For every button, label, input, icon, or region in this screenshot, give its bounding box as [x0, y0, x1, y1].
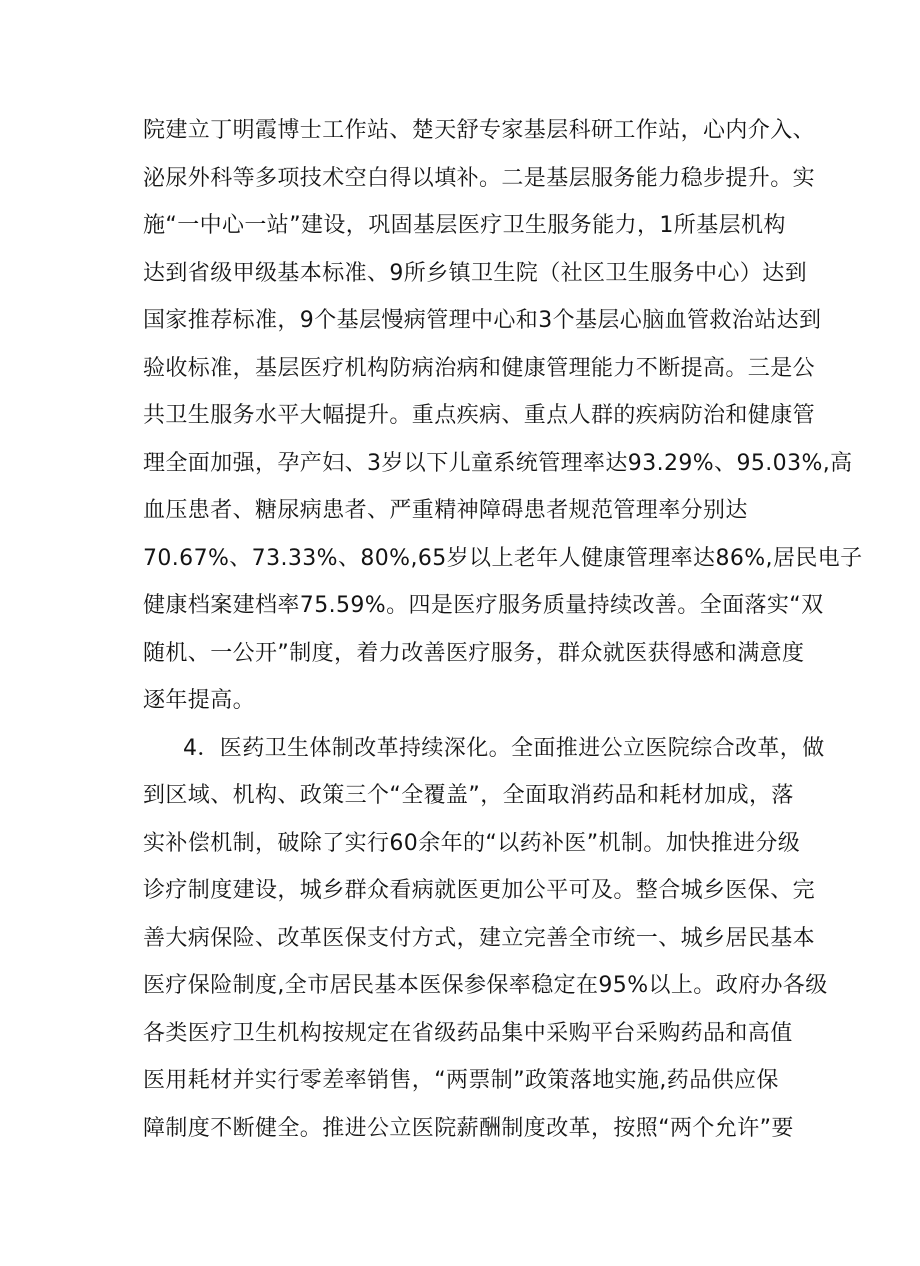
text-line: 到区域、机构、政策三个“全覆盖”，全面取消药品和耗材加成，落: [143, 783, 794, 808]
text-line-first: 4．医药卫生体制改革持续深化。全面推进公立医院综合改革，做: [183, 735, 825, 761]
text-line: 泌尿外科等多项技术空白得以填补。二是基层服务能力稳步提升。实: [143, 165, 816, 191]
text-line: 理全面加强，孕产妇、3岁以下儿童系统管理率达93.29%、95.03%,高: [143, 450, 853, 476]
text-line: 健康档案建档率75.59%。四是医疗服务质量持续改善。全面落实“双: [143, 593, 824, 618]
text-line: 善大病保险、改革医保支付方式，建立完善全市统一、城乡居民基本: [143, 925, 816, 951]
text-line: 验收标准，基层医疗机构防病治病和健康管理能力不断提高。三是公: [143, 355, 816, 381]
text-line: 实补偿机制，破除了实行60余年的“以药补医”机制。加快推进分级: [143, 830, 801, 856]
text-line: 70.67%、73.33%、80%,65岁以上老年人健康管理率达86%,居民电子: [143, 545, 863, 571]
text-line: 障制度不断健全。推进公立医院薪酬制度改革，按照“两个允许”要: [143, 1115, 794, 1141]
text-line: 医疗保险制度,全市居民基本医保参保率稳定在95%以上。政府办各级: [143, 973, 828, 998]
text-line: 诊疗制度建设，城乡群众看病就医更加公平可及。整合城乡医保、完: [143, 878, 816, 903]
text-line: 达到省级甲级基本标准、9所乡镇卫生院（社区卫生服务中心）达到: [143, 260, 807, 286]
text-line: 院建立丁明霞博士工作站、楚天舒专家基层科研工作站，心内介入、: [143, 118, 816, 143]
text-line: 施“一中心一站”建设，巩固基层医疗卫生服务能力，1所基层机构: [143, 213, 786, 238]
text-line: 各类医疗卫生机构按规定在省级药品集中采购平台采购药品和高值: [143, 1020, 793, 1046]
text-line: 共卫生服务水平大幅提升。重点疾病、重点人群的疾病防治和健康管: [143, 403, 816, 428]
paragraph-2: [143, 725, 828, 1153]
document-body: [143, 107, 863, 1152]
text-line: 血压患者、糖尿病患者、严重精神障碍患者规范管理率分别达: [143, 498, 748, 523]
text-line: 随机、一公开”制度，着力改善医疗服务，群众就医获得感和满意度: [143, 640, 805, 666]
text-line: 国家推荐标准，9个基层慢病管理中心和3个基层心脑血管救治站达到: [143, 308, 822, 333]
text-line: 医用耗材并实行零差率销售，“两票制”政策落地实施,药品供应保: [143, 1068, 779, 1093]
paragraph-1: [143, 107, 863, 725]
text-line: 逐年提高。: [143, 688, 256, 713]
